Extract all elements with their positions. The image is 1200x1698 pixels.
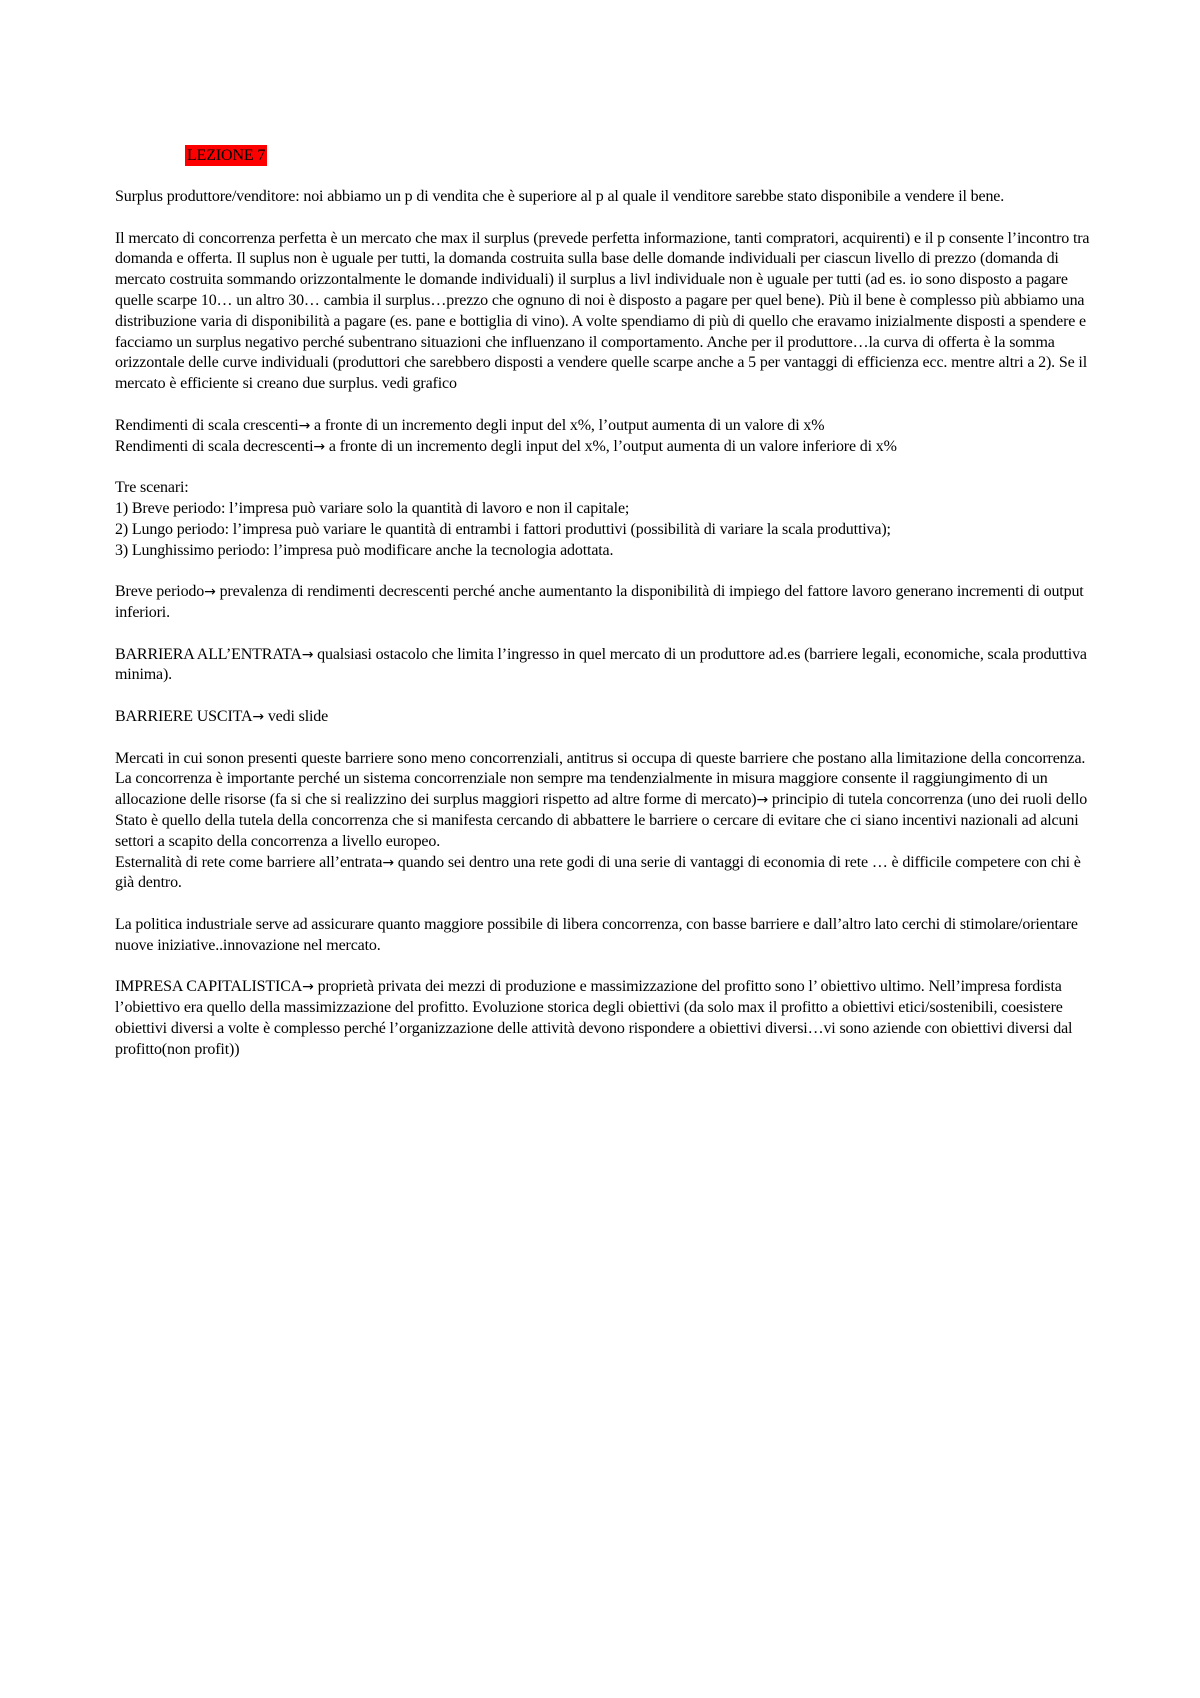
line-tutela-concorrenza: Mercati in cui sonon presenti queste barriere sono meno concorrenziali, antitrus si occupa di queste barriere che postano alla limitazione della concorrenza. La concorrenza è importante perché un sistema concorrenziale non sempre ma tendenzialmente in misura maggiore consente il raggiungimento di un allocazione delle risorse (fa si che si realizzino dei surplus maggiori rispetto ad altre forme di mercato)→ principio di tutela concorrenza (uno dei ruoli dello Stato è quello della tutela della concorrenza che si manifesta cercando di abbattere le barriere o cercare di evitare che ci siano incentivi nazionali ad alcuni settori a scapito della concorrenza a livello europeo. xyxy=(115,749,1088,850)
paragraph-impresa-capitalistica: IMPRESA CAPITALISTICA→ proprietà privata dei mezzi di produzione e massimizzazione del profitto sono l’ obiettivo ultimo. Nell’impresa fordista l’obiettivo era quello della massimizzazione del profitto. Evoluzione storica degli obiettivi (da solo max il profitto a obiettivi etici/sostenibili, coesistere obiettivi diversi a volte è complesso perché l’organizzazione delle attività devono rispondere a obiettivi diversi…vi sono aziende con obiettivi diversi dal profitto(non profit)) xyxy=(115,978,1073,1058)
arrow-icon: → xyxy=(302,979,314,996)
scenari-heading: Tre scenari: xyxy=(115,479,189,497)
paragraph-mercati-barriere xyxy=(115,749,1100,895)
arrow-icon: → xyxy=(313,438,325,455)
line-rendimenti-crescenti: Rendimenti di scala crescenti→ a fronte di un incremento degli input del x%, l’output aumenta di un valore di x% xyxy=(115,416,825,434)
paragraph-breve-periodo: Breve periodo→ prevalenza di rendimenti decrescenti perché anche aumentanto la disponibilità di impiego del fattore lavoro generano incrementi di output inferiori. xyxy=(115,583,1084,621)
paragraph-barriere-uscita: BARRIERE USCITA→ vedi slide xyxy=(115,707,329,725)
document-body xyxy=(115,145,1100,1081)
line-esternalita-rete: Esternalità di rete come barriere all’entrata→ quando sei dentro una rete godi di una serie di vantaggi di economia di rete … è difficile competere con chi è già dentro. xyxy=(115,853,1081,892)
arrow-icon: → xyxy=(252,708,264,725)
arrow-icon: → xyxy=(756,792,769,809)
scenario-lungo: 2) Lungo periodo: l’impresa può variare le quantità di entrambi i fattori produttivi (possibilità di variare la scala produttiva); xyxy=(115,520,891,538)
arrow-icon: → xyxy=(204,584,216,601)
paragraph-politica-industriale: La politica industriale serve ad assicurare quanto maggiore possibile di libera concorrenza, con basse barriere e dall’altro lato cerchi di stimolare/orientare nuove iniziative..innovazione nel mercato. xyxy=(115,915,1078,954)
scenario-breve: 1) Breve periodo: l’impresa può variare solo la quantità di lavoro e non il capitale; xyxy=(115,499,630,517)
paragraph-rendimenti-scala xyxy=(115,416,1100,458)
arrow-icon: → xyxy=(298,417,311,434)
paragraph-surplus-produttore: Surplus produttore/venditore: noi abbiamo un p di vendita che è superiore al p al quale il venditore sarebbe stato disponibile a vendere il bene. xyxy=(115,188,1005,205)
lesson-title: LEZIONE 7 xyxy=(187,147,266,164)
title-wrap xyxy=(185,145,1100,167)
paragraph-tre-scenari xyxy=(115,478,1100,561)
line-rendimenti-decrescenti: Rendimenti di scala decrescenti→ a fronte di un incremento degli input del x%, l’output aumenta di un valore inferiore di x% xyxy=(115,437,897,455)
paragraph-concorrenza-perfetta: Il mercato di concorrenza perfetta è un mercato che max il surplus (prevede perfetta informazione, tanti compratori, acquirenti) e il p consente l’incontro tra domanda e offerta. Il suplus non è uguale per tutti, la domanda costruita sulla base delle domande individuali per ciascun livello di prezzo (domanda di mercato costruita sommando orizzontalmente le domande individuali) il surplus a livl individuale non è uguale per tutti (ad es. io sono disposto a pagare quelle scarpe 10… un altro 30… cambia il surplus…prezzo che ognuno di noi è disposto a pagare per quel bene). Più il bene è complesso più abbiamo una distribuzione varia di disponibilità a pagare (es. pane e bottiglia di vino). A volte spendiamo di più di quello che eravamo inizialmente disposti a spendere e facciamo un surplus negativo perché subentrano situazioni che influenzano il comportamento. Anche per il produttore…la curva di offerta è la somma orizzontale delle curve individuali (produttori che sarebbero disposti a vendere quelle scarpe anche a 5 per vantaggi di efficienza ecc. mentre altri a 2). Se il mercato è efficiente si creano due surplus. vedi grafico xyxy=(115,229,1090,393)
arrow-icon: → xyxy=(301,646,314,663)
scenario-lunghissimo: 3) Lunghissimo periodo: l’impresa può modificare anche la tecnologia adottata. xyxy=(115,541,614,559)
paragraph-barriera-entrata: BARRIERA ALL’ENTRATA→ qualsiasi ostacolo che limita l’ingresso in quel mercato di un produttore ad.es (barriere legali, economiche, scala produttiva minima). xyxy=(115,645,1087,684)
arrow-icon: → xyxy=(382,854,394,871)
